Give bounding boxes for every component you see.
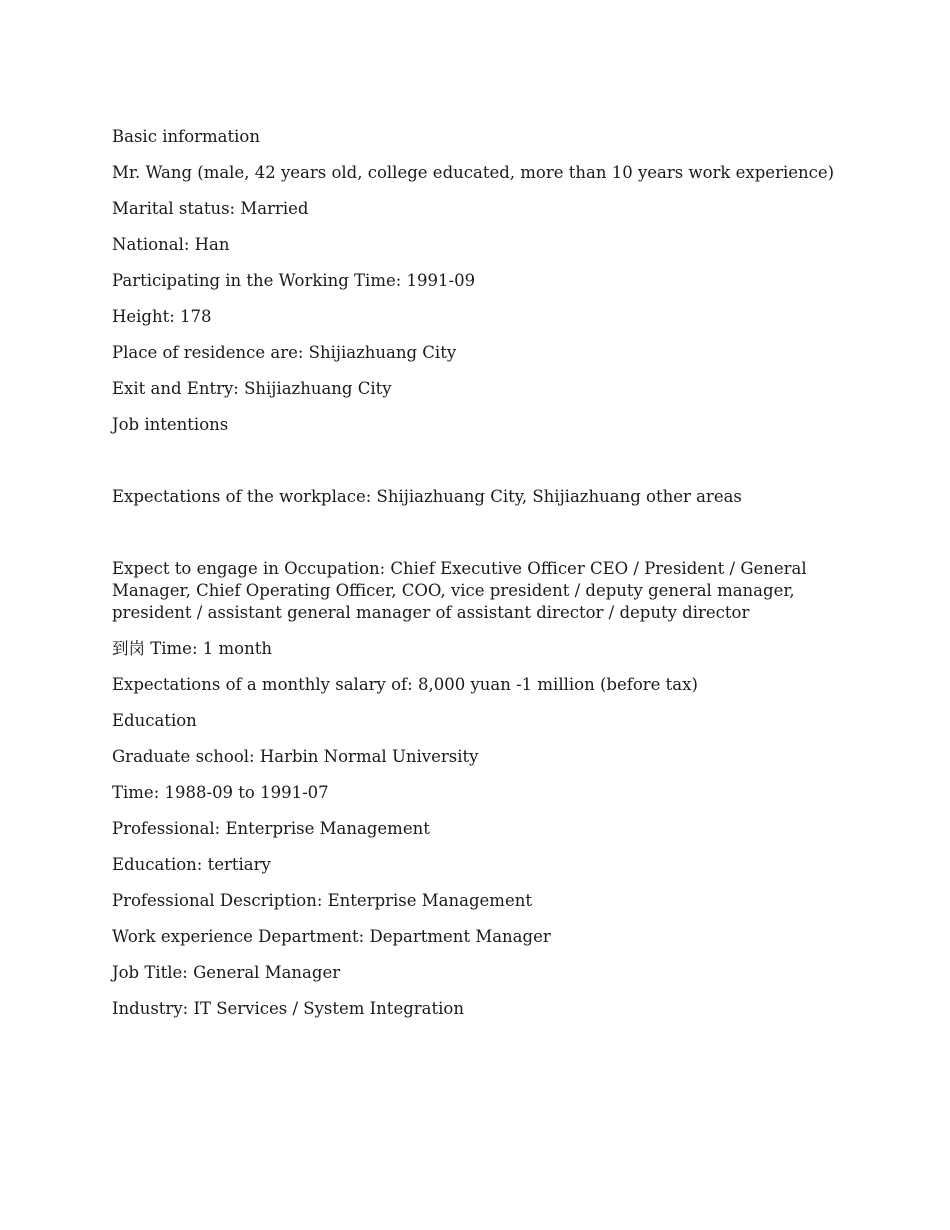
education-level: Education: tertiary (112, 855, 271, 874)
nationality: National: Han (112, 235, 230, 254)
marital-status: Marital status: Married (112, 199, 309, 218)
exit-and-entry: Exit and Entry: Shijiazhuang City (112, 379, 392, 398)
job-title: Job Title: General Manager (112, 963, 341, 982)
expected-occupation: Expect to engage in Occupation: Chief Executive Officer CEO / President / General Manager, Chief Operating Officer, COO, vice president / deputy general manager, president / assistant general manager of assistant director / deputy director (112, 559, 807, 622)
expected-workplace: Expectations of the workplace: Shijiazhuang City, Shijiazhuang other areas (112, 487, 742, 506)
candidate-summary: Mr. Wang (male, 42 years old, college educated, more than 10 years work experience) (112, 163, 835, 182)
education-time: Time: 1988-09 to 1991-07 (112, 783, 329, 802)
graduate-school: Graduate school: Harbin Normal University (112, 747, 479, 766)
work-experience-department: Work experience Department: Department Manager (112, 927, 551, 946)
document-page (112, 126, 852, 1034)
section-heading-job-intentions: Job intentions (112, 415, 229, 434)
industry: Industry: IT Services / System Integration (112, 999, 464, 1018)
section-heading-education: Education (112, 711, 197, 730)
section-heading-basic-information: Basic information (112, 127, 260, 146)
professional-major: Professional: Enterprise Management (112, 819, 430, 838)
height: Height: 178 (112, 307, 212, 326)
arrival-time: 到岗 Time: 1 month (112, 639, 272, 658)
working-start-time: Participating in the Working Time: 1991-09 (112, 271, 476, 290)
expected-salary: Expectations of a monthly salary of: 8,000 yuan -1 million (before tax) (112, 675, 698, 694)
place-of-residence: Place of residence are: Shijiazhuang City (112, 343, 457, 362)
professional-description: Professional Description: Enterprise Management (112, 891, 532, 910)
